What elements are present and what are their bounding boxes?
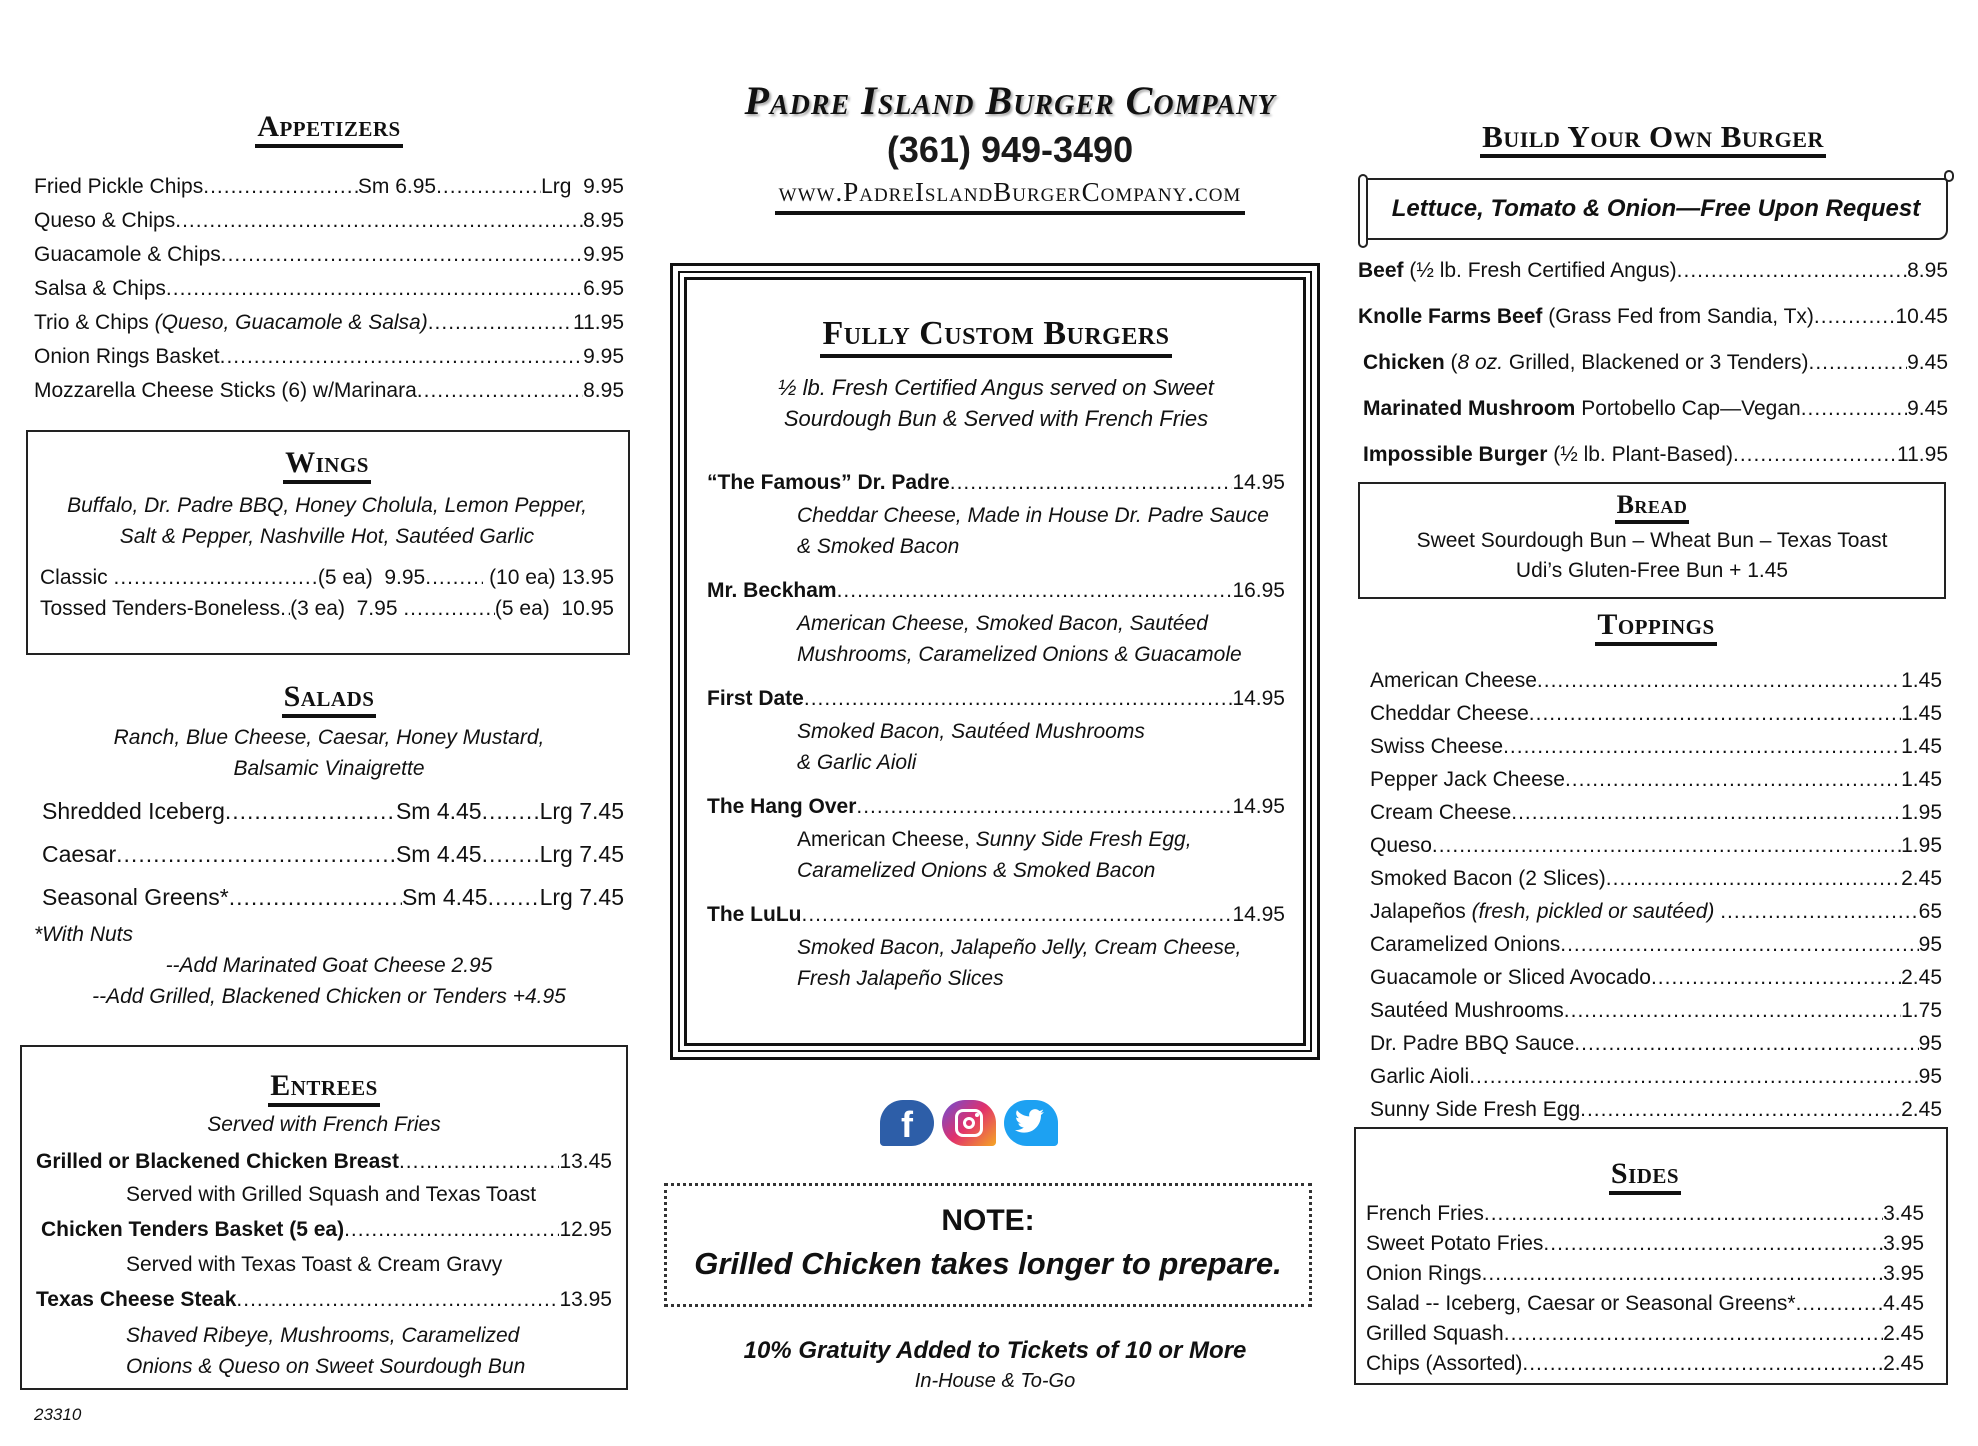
bread-section: Bread Sweet Sourdough Bun – Wheat Bun – Texas Toast Udi’s Gluten-Free Bun + 1.45 <box>1358 482 1946 599</box>
side-item: Sweet Potato Fries ..... 3.95 <box>1366 1229 1924 1259</box>
toppings-heading: Toppings <box>1595 608 1716 646</box>
phone-number: (361) 949-3490 <box>886 129 1134 170</box>
social-links <box>880 1100 1080 1150</box>
burger-item: The LuLu ..... 14.95 Smoked Bacon, Jalapeño Jelly, Cream Cheese, Fresh Jalapeño Slices <box>707 898 1285 994</box>
appetizers-section <box>34 110 624 408</box>
note-box <box>664 1183 1312 1307</box>
topping-item: Guacamole or Sliced Avocado ..... 2.45 <box>1370 961 1942 994</box>
salads-section <box>34 680 624 1012</box>
twitter-icon[interactable] <box>1004 1100 1058 1146</box>
side-item: Chips (Assorted) ..... 2.45 <box>1366 1349 1924 1379</box>
side-item: Grilled Squash ..... 2.45 <box>1366 1319 1924 1349</box>
sides-heading: Sides <box>1609 1157 1681 1195</box>
menu-item: Salsa & Chips ..... 6.95 <box>34 272 624 306</box>
topping-item: Cheddar Cheese ..... 1.45 <box>1370 697 1942 730</box>
website-link[interactable]: www.PadreIslandBurgerCompany.com <box>775 173 1246 215</box>
menu-item: Knolle Farms Beef (Grass Fed from Sandia, Tx) ..... 10.45 <box>1358 294 1948 340</box>
burger-item: Mr. Beckham ..... 16.95 American Cheese, Smoked Bacon, Sautéed Mushrooms, Caramelized Onions & Guacamole <box>707 574 1285 670</box>
menu-item: Onion Rings Basket ..... 9.95 <box>34 340 624 374</box>
salad-add-on: --Add Grilled, Blackened Chicken or Tenders +4.95 <box>92 985 566 1008</box>
item-description: Served with Texas Toast & Cream Gravy <box>126 1253 503 1276</box>
topping-item: Garlic Aioli ..... 95 <box>1370 1060 1942 1093</box>
entrees-section <box>20 1045 628 1390</box>
menu-item: Impossible Burger (½ lb. Plant-Based) ..... 11.95 <box>1358 432 1948 478</box>
item-description: Served with Grilled Squash and Texas Toast <box>126 1183 537 1206</box>
salads-footnote: *With Nuts <box>34 923 134 946</box>
entrees-heading: Entrees <box>268 1069 380 1107</box>
menu-item: Tossed Tenders-Boneless ..... (3 ea) 7.95 ..... (5 ea) 10.95 <box>40 593 614 624</box>
topping-item: Pepper Jack Cheese ..... 1.45 <box>1370 763 1942 796</box>
note-text: Grilled Chicken takes longer to prepare. <box>694 1246 1282 1281</box>
side-item: Salad -- Iceberg, Caesar or Seasonal Greens* ..... 4.45 <box>1366 1289 1924 1319</box>
restaurant-name: Padre Island Burger Company <box>744 78 1276 123</box>
burger-item: First Date ..... 14.95 Smoked Bacon, Sautéed Mushrooms & Garlic Aioli <box>707 682 1285 778</box>
menu-item: Grilled or Blackened Chicken Breast ..... 13.45 <box>36 1144 612 1180</box>
salad-dressings: Ranch, Blue Cheese, Caesar, Honey Mustard, Balsamic Vinaigrette <box>113 726 545 780</box>
side-item: Onion Rings ..... 3.95 <box>1366 1259 1924 1289</box>
item-description: Onions & Queso on Sweet Sourdough Bun <box>126 1355 526 1378</box>
salad-add-on: --Add Marinated Goat Cheese 2.95 <box>165 954 493 977</box>
burger-item: “The Famous” Dr. Padre ..... 14.95 Cheddar Cheese, Made in House Dr. Padre Sauce & Smoked Bacon <box>707 466 1285 562</box>
wings-section <box>26 430 630 655</box>
instagram-icon[interactable] <box>942 1100 996 1146</box>
salads-heading: Salads <box>282 680 377 718</box>
side-item: French Fries ..... 3.45 <box>1366 1199 1924 1229</box>
toppings-section <box>1370 608 1942 1126</box>
topping-item: Caramelized Onions ..... 95 <box>1370 928 1942 961</box>
menu-item: Trio & Chips (Queso, Guacamole & Salsa) ..... 11.95 <box>34 306 624 340</box>
menu-item: Classic ..... (5 ea) 9.95 ..... (10 ea) 13.95 <box>40 562 614 593</box>
entrees-subtitle: Served with French Fries <box>207 1113 441 1136</box>
menu-item: Marinated Mushroom Portobello Cap—Vegan ..... 9.45 <box>1358 386 1948 432</box>
menu-item: Chicken Tenders Basket (5 ea) ..... 12.95 <box>36 1210 612 1250</box>
burger-item: The Hang Over ..... 14.95 American Cheese, Sunny Side Fresh Egg, Caramelized Onions & Smoked Bacon <box>707 790 1285 886</box>
topping-item: Jalapeños (fresh, pickled or sautéed) ..... 65 <box>1370 895 1942 928</box>
custom-burgers-heading: Fully Custom Burgers <box>820 314 1171 358</box>
bread-heading: Bread <box>1615 490 1690 524</box>
topping-item: Sunny Side Fresh Egg ..... 2.45 <box>1370 1093 1942 1126</box>
restaurant-header <box>700 75 1320 215</box>
note-label: NOTE: <box>941 1204 1035 1237</box>
custom-burgers-section <box>670 263 1320 1060</box>
topping-item: Queso ..... 1.95 <box>1370 829 1942 862</box>
item-description: Shaved Ribeye, Mushrooms, Caramelized <box>126 1324 520 1347</box>
topping-item: Dr. Padre BBQ Sauce ..... 95 <box>1370 1027 1942 1060</box>
wings-heading: Wings <box>283 446 371 484</box>
menu-item: Texas Cheese Steak ..... 13.95 <box>36 1280 612 1320</box>
menu-code: 23310 <box>34 1405 82 1424</box>
menu-item: Mozzarella Cheese Sticks (6) w/Marinara ..... 8.95 <box>34 374 624 408</box>
topping-item: American Cheese ..... 1.45 <box>1370 664 1942 697</box>
custom-burgers-subtitle: ½ lb. Fresh Certified Angus served on Sweet Sourdough Bun & Served with French Fries <box>778 375 1214 431</box>
menu-item: Fried Pickle Chips ..... Sm 6.95 ..... Lrg 9.95 <box>34 170 624 204</box>
topping-item: Cream Cheese ..... 1.95 <box>1370 796 1942 829</box>
menu-item: Shredded Iceberg ..... Sm 4.45 ..... Lrg 7.45 <box>42 790 624 833</box>
free-toppings-banner: Lettuce, Tomato & Onion—Free Upon Request <box>1364 178 1948 240</box>
topping-item: Smoked Bacon (2 Slices) ..... 2.45 <box>1370 862 1942 895</box>
topping-item: Sautéed Mushrooms ..... 1.75 <box>1370 994 1942 1027</box>
appetizers-heading: Appetizers <box>255 110 402 148</box>
facebook-icon[interactable]: f <box>880 1100 934 1146</box>
build-your-own-section <box>1358 120 1948 478</box>
menu-item: Guacamole & Chips ..... 9.95 <box>34 238 624 272</box>
wings-flavors: Buffalo, Dr. Padre BBQ, Honey Cholula, Lemon Pepper, Salt & Pepper, Nashville Hot, Sautéed Garlic <box>67 494 587 548</box>
build-your-own-heading: Build Your Own Burger <box>1480 120 1826 158</box>
topping-item: Swiss Cheese ..... 1.45 <box>1370 730 1942 763</box>
menu-item: Caesar ..... Sm 4.45 ..... Lrg 7.45 <box>42 833 624 876</box>
menu-item: Queso & Chips ..... 8.95 <box>34 204 624 238</box>
sides-section <box>1354 1127 1948 1385</box>
gratuity-notice: 10% Gratuity Added to Tickets of 10 or More In-House & To-Go <box>743 1337 1247 1392</box>
menu-item: Seasonal Greens* ..... Sm 4.45 ..... Lrg 7.45 <box>42 876 624 919</box>
menu-item: Chicken ( 8 oz. Grilled, Blackened or 3 Tenders) ..... 9.45 <box>1358 340 1948 386</box>
menu-item: Beef (½ lb. Fresh Certified Angus) ..... 8.95 <box>1358 248 1948 294</box>
